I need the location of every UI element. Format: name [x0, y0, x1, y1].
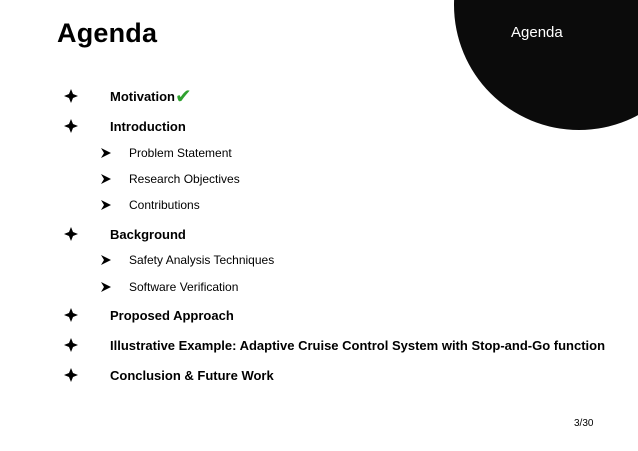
- agenda-subitem-software-verification: Software Verification: [129, 280, 239, 294]
- arrow-bullet-icon: [100, 199, 112, 211]
- arrow-bullet-icon: [100, 254, 112, 266]
- agenda-item-motivation: Motivation: [110, 89, 175, 104]
- agenda-subitem-contributions: Contributions: [129, 198, 200, 212]
- agenda-item-illustrative-example: Illustrative Example: Adaptive Cruise Control System with Stop-and-Go function: [110, 338, 606, 353]
- diamond-bullet-icon: [64, 338, 78, 352]
- arrow-bullet-icon: [100, 173, 112, 185]
- diamond-bullet-icon: [64, 89, 78, 103]
- agenda-subitem-research-objectives: Research Objectives: [129, 172, 240, 186]
- arrow-bullet-icon: [100, 147, 112, 159]
- diamond-bullet-icon: [64, 308, 78, 322]
- agenda-item-background: Background: [110, 227, 186, 242]
- diamond-bullet-icon: [64, 368, 78, 382]
- agenda-item-introduction: Introduction: [110, 119, 186, 134]
- page-number: 3/30: [574, 418, 594, 429]
- agenda-subitem-safety-analysis: Safety Analysis Techniques: [129, 253, 275, 267]
- diamond-bullet-icon: [64, 227, 78, 241]
- section-tag: Agenda: [511, 24, 563, 41]
- slide-title: Agenda: [57, 18, 158, 48]
- corner-circle-decoration: [454, 0, 638, 130]
- agenda-item-conclusion: Conclusion & Future Work: [110, 368, 274, 383]
- diamond-bullet-icon: [64, 119, 78, 133]
- agenda-subitem-problem-statement: Problem Statement: [129, 146, 232, 160]
- agenda-item-proposed-approach: Proposed Approach: [110, 308, 234, 323]
- arrow-bullet-icon: [100, 281, 112, 293]
- check-mark-icon: ✔: [175, 86, 192, 108]
